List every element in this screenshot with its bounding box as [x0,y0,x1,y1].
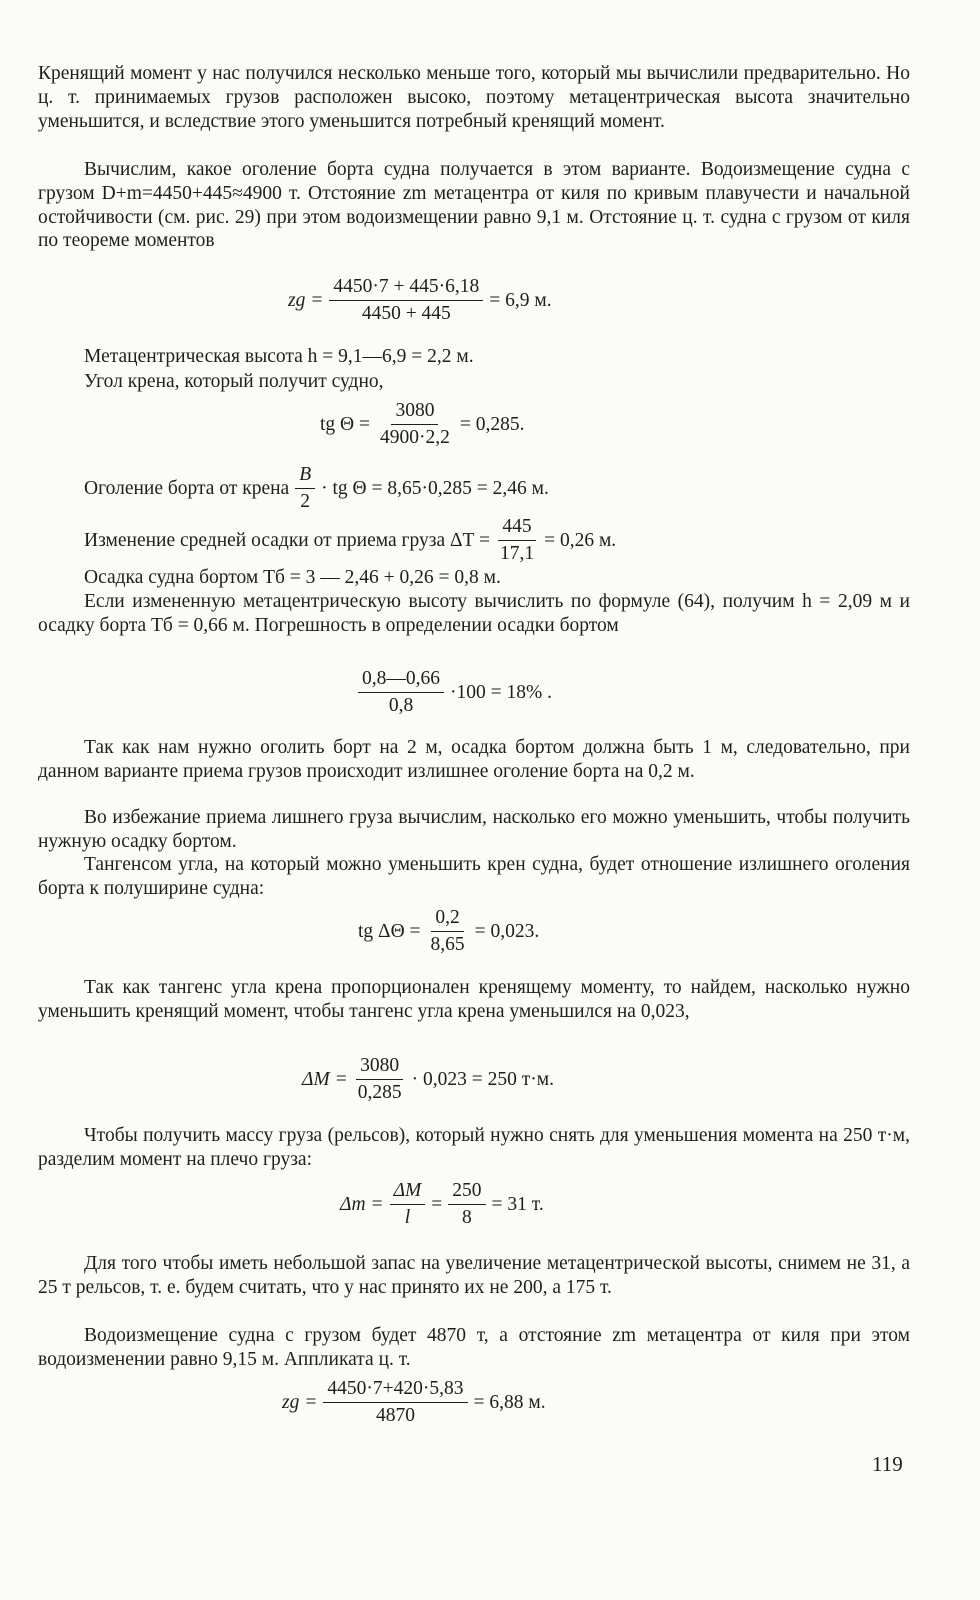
paragraph: Так как тангенс угла крена пропорционален кренящему моменту, то найдем, насколько нужно уменьшить кренящий момент, чтобы тангенс угла крена уменьшился на 0,023, [38,977,910,1022]
formula-rhs: = 0,023. [474,920,540,942]
denominator: 8 [462,1207,472,1228]
fraction [358,668,444,717]
formula-rhs: · tg Θ = 8,65·0,285 = 2,46 м. [321,477,549,499]
formula-mass [340,1180,544,1229]
paragraph: Метацентрическая высота h = 9,1—6,9 = 2,2 м. [84,346,474,367]
denominator: 4450 + 445 [361,303,451,324]
numerator: 3080 [391,400,438,425]
formula-side-exposure [84,464,549,513]
numerator: 0,2 [431,907,463,932]
paragraph: Чтобы получить массу груза (рельсов), который нужно снять для уменьшения момента на 250 т·м, разделим момент на плечо груза: [38,1125,910,1170]
paragraph: Угол крена, который получит судно, [84,371,384,392]
denominator: l [404,1207,411,1228]
denominator: 17,1 [499,543,535,564]
formula-lhs: tg Θ = [320,413,370,435]
formula-delta-m [302,1055,554,1104]
fraction [376,400,454,449]
fraction [323,1378,467,1427]
paragraph: Тангенсом угла, на который можно уменьшить крен судна, будет отношение излишнего оголения борта к полуширине судна: [38,854,910,899]
page-number: 119 [872,1452,903,1476]
formula-rhs: = 31 т. [491,1193,544,1215]
formula-prefix: Оголение борта от крена [84,477,290,499]
formula-rhs: = 0,26 м. [544,529,617,551]
fraction [448,1180,485,1229]
formula-equals: = [431,1193,443,1215]
numerator: 0,8—0,66 [358,668,444,693]
formula-prefix: Изменение средней осадки от приема груза ΔT = [84,529,490,551]
formula-error [352,668,552,717]
fraction [390,1180,426,1229]
paragraph: Для того чтобы иметь небольшой запас на увеличение метацентрической высоты, снимем не 31, а 25 т рельсов, т. е. будем считать, что у нас принято их не 200, а 175 т. [38,1253,910,1298]
paragraph: Если измененную метацентрическую высоту вычислить по формуле (64), получим h = 2,09 м и осадку борта Tб = 0,66 м. Погрешность в определении осадки бортом [38,591,910,636]
paragraph: Водоизмещение судна с грузом будет 4870 т, а отстояние zm метацентра от киля при этом водоизменении равно 9,15 м. Аппликата ц. т. [38,1325,910,1370]
numerator: 4450·7 + 445·6,18 [329,276,483,301]
numerator: B [295,464,315,489]
fraction [354,1055,406,1104]
formula-rhs: ·100 = 18% . [450,681,552,703]
denominator: 0,8 [388,695,414,716]
formula-rhs: · 0,023 = 250 т·м. [411,1068,554,1090]
formula-rhs: = 6,88 м. [473,1391,546,1413]
numerator: 250 [448,1180,485,1205]
formula-tg-theta [320,400,525,449]
numerator: ΔM [390,1180,426,1205]
denominator: 4900·2,2 [380,427,450,448]
formula-lhs: tg ΔΘ = [358,920,421,942]
fraction [295,464,315,513]
paragraph: Кренящий момент у нас получился несколько меньше того, который мы вычислили предварительно. Но ц. т. принимаемых грузов расположен высоко, поэтому метацентрическая высота значительно уменьшится, и вследствие этого уменьшится потребный кренящий момент. [38,63,910,132]
paragraph: Так как нам нужно оголить борт на 2 м, осадка бортом должна быть 1 м, следовательно, при данном варианте приема грузов происходит излишнее оголение борта на 0,2 м. [38,737,910,782]
formula-lhs: zg = [282,1391,318,1413]
formula-rhs: = 0,285. [459,413,525,435]
numerator: 4450·7+420·5,83 [323,1378,467,1403]
denominator: 8,65 [430,934,465,955]
formula-draft-change [84,516,616,565]
paragraph: Вычислим, какое оголение борта судна получается в этом варианте. Водоизмещение судна с грузом D+m=4450+445≈4900 т. Отстояние zm метацентра от киля по кривым плавучести и начальной остойчивости (см. рис. 29) при этом водоизмещении равно 9,1 м. Отстояние ц. т. судна с грузом от киля по теореме моментов [38,159,910,252]
fraction [329,276,483,325]
paragraph: Во избежание приема лишнего груза вычислим, насколько его можно уменьшить, чтобы получить нужную осадку бортом. [38,807,910,852]
formula-zg [288,276,552,325]
formula-lhs: Δm = [340,1193,384,1215]
formula-tg-delta-theta [358,907,539,956]
denominator: 0,285 [357,1082,402,1103]
denominator: 2 [300,491,311,512]
formula-zg-final [282,1378,546,1427]
formula-lhs: ΔM = [302,1068,348,1090]
formula-lhs: zg = [288,289,324,311]
fraction [427,907,469,956]
denominator: 4870 [375,1405,415,1426]
numerator: 3080 [356,1055,403,1080]
numerator: 445 [498,516,535,541]
paragraph: Осадка судна бортом Tб = 3 — 2,46 + 0,26 = 0,8 м. [84,567,501,588]
fraction [496,516,538,565]
formula-rhs: = 6,9 м. [489,289,552,311]
